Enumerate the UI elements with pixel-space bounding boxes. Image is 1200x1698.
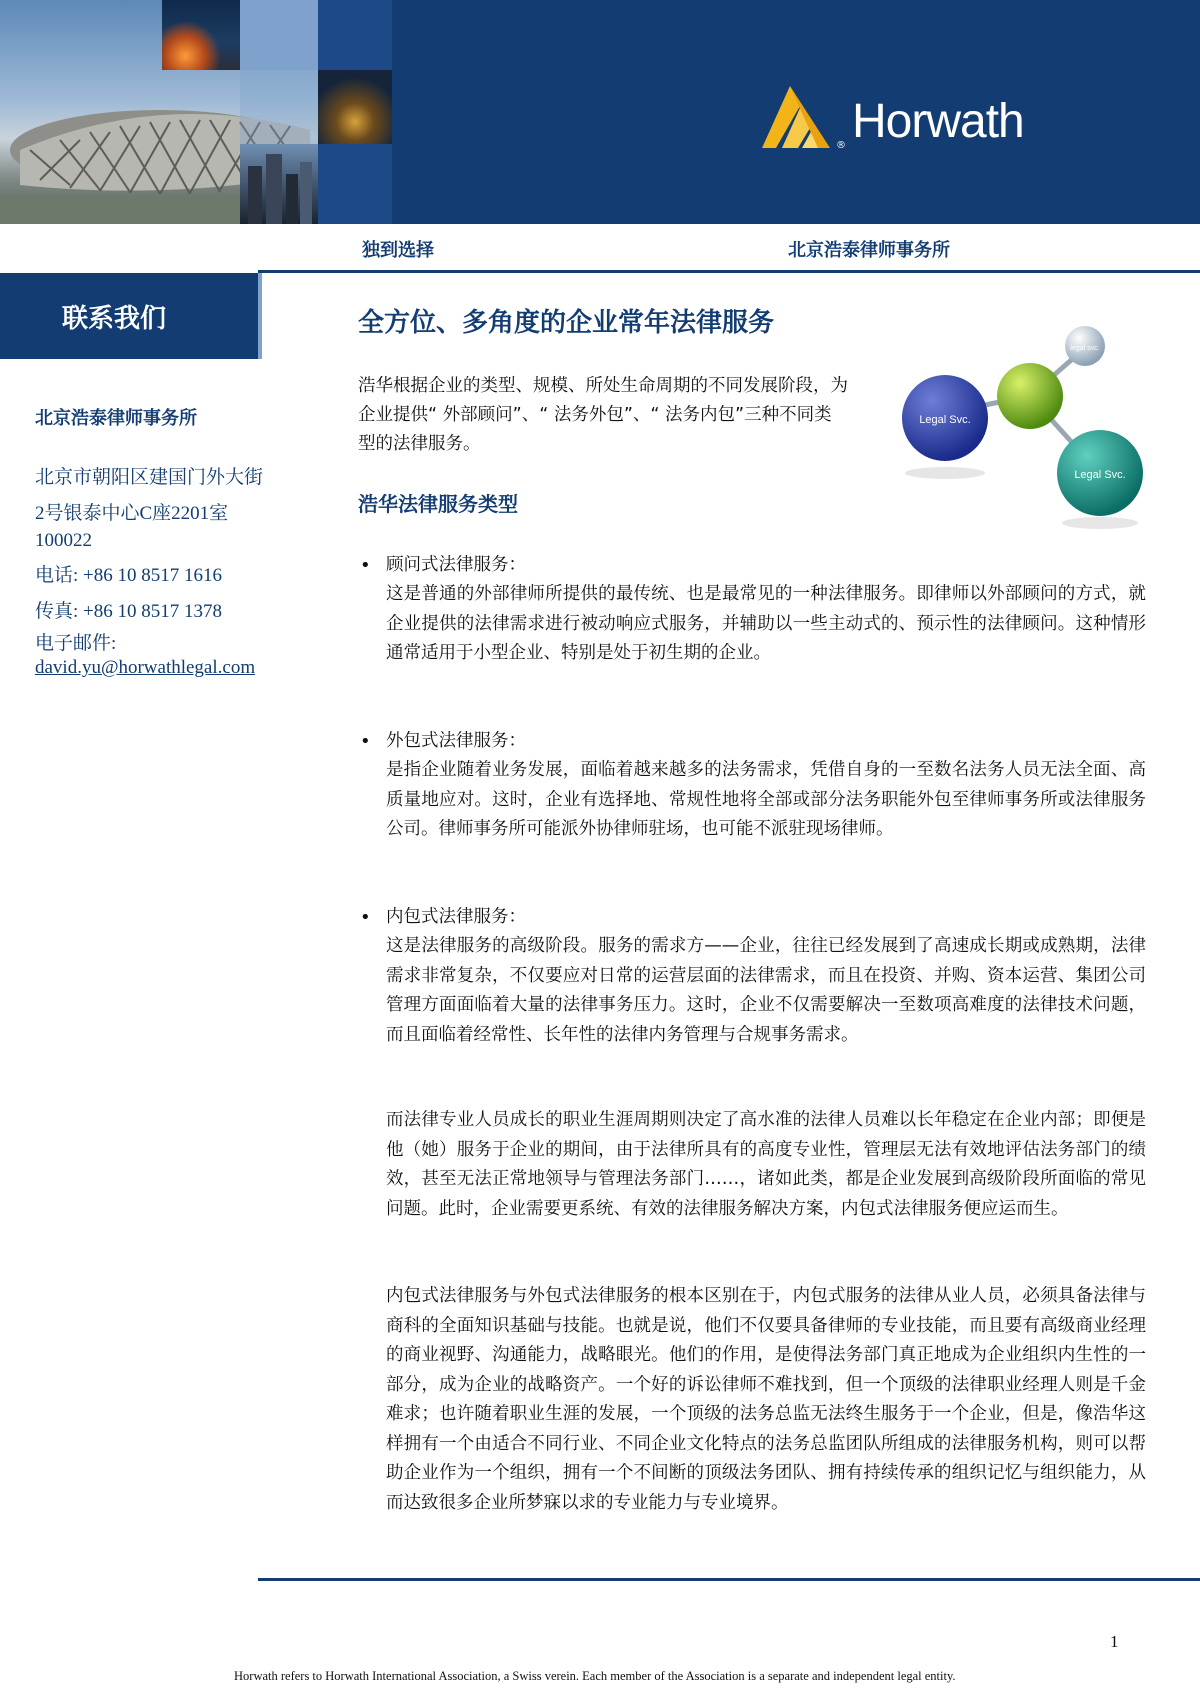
service-label-insourced: 内包式法律服务： <box>386 907 526 927</box>
graphic-label-small: legal svc. <box>1070 345 1100 352</box>
night-building-photo <box>318 70 392 144</box>
subheader-strip <box>0 224 1200 270</box>
bullet-icon: • <box>360 555 371 576</box>
city-lights-photo <box>162 0 240 70</box>
sidebar-fax: 传真: +86 10 8517 1378 <box>35 601 222 622</box>
sidebar-address-line1: 北京市朝阳区建国门外大街 <box>35 467 264 488</box>
towers-illustration <box>240 144 318 224</box>
contact-title: 联系我们 <box>62 304 167 334</box>
sidebar-email-link[interactable]: david.yu@horwathlegal.com <box>35 657 256 678</box>
page-title: 全方位、多角度的企业常年法律服务 <box>358 308 775 338</box>
section-heading: 浩华法律服务类型 <box>358 492 518 516</box>
graphic-label-right: Legal Svc. <box>1074 469 1126 481</box>
brand-name: Horwath <box>852 95 1024 148</box>
contact-box-edge <box>258 273 262 359</box>
towers-photo <box>240 144 318 224</box>
service-text: 这是法律服务的高级阶段。服务的需求方——企业，往往已经发展到了高速成长期或成熟期，法律需求非常复杂，不仅要应对日常的运营层面的法律需求，而且在投资、并购、资本运营、集团公司管理方面面临着大量的法律事务压力。这时，企业不仅需要解决一至数项高难度的法律技术问题，而且面临着经常性、长年性的法律内务管理与合规事务需求。 <box>386 936 1146 1045</box>
service-text-advisory <box>386 580 1146 669</box>
divider <box>258 1578 1200 1581</box>
registered-mark: ® <box>836 140 846 151</box>
footer-disclaimer: Horwath refers to Horwath International Association, a Swiss verein. Each member of the Association is a separate and independent legal entity. <box>234 1669 956 1683</box>
service-label-advisory: 顾问式法律服务： <box>386 555 526 575</box>
header-firm-name: 北京浩泰律师事务所 <box>788 240 950 261</box>
decor-square <box>240 70 318 144</box>
bullet-icon: • <box>360 907 371 928</box>
tagline: 独到选择 <box>362 240 434 261</box>
header-banner <box>0 0 1200 224</box>
legal-services-molecule-graphic <box>885 318 1150 533</box>
service-label-outsourced: 外包式法律服务： <box>386 731 526 751</box>
service-text: 是指企业随着业务发展，面临着越来越多的法务需求，凭借自身的一至数名法务人员无法全面、高质量地应对。这时，企业有选择地、常规性地将全部或部分法务职能外包至律师事务所或法律服务公司。律师事务所可能派外协律师驻场，也可能不派驻现场律师。 <box>386 760 1146 839</box>
paragraph-career: 而法律专业人员成长的职业生涯周期则决定了高水准的法律人员难以长年稳定在企业内部；即便是他（她）服务于企业的期间，由于法律所具有的高度专业性，管理层无法有效地评估法务部门的绩效，甚至无法正常地领导与管理法务部门……，诸如此类，都是企业发展到高级阶段所面临的常见问题。此时，企业需要更系统、有效的法律服务解决方案，内包式法律服务便应运而生。 <box>386 1110 1146 1219</box>
sidebar-postcode: 100022 <box>35 530 92 551</box>
page-number: 1 <box>1110 1632 1119 1651</box>
paragraph-difference: 内包式法律服务与外包式法律服务的根本区别在于，内包式服务的法律从业人员，必须具备法律与商科的全面知识基础与技能。也就是说，他们不仅要具备律师的专业技能，而且要有高级商业经理的商业视野、沟通能力，战略眼光。他们的作用，是使得法务部门真正地成为企业组织内生性的一部分，成为企业的战略资产。一个好的诉讼律师不难找到，但一个顶级的法律职业经理人则是千金难求；也许随着职业生涯的发展，一个顶级的法务总监无法终生服务于一个企业，但是，像浩华这样拥有一个由适合不同行业、不同企业文化特点的法务总监团队所组成的法律服务机构，则可以帮助企业作为一个组织，拥有一个不间断的顶级法务团队、拥有持续传承的组织记忆与组织能力，从而达致很多企业所梦寐以求的专业能力与专业境界。 <box>386 1286 1146 1513</box>
service-text: 这是普通的外部律师所提供的最传统、也是最常见的一种法律服务。即律师以外部顾问的方式，就企业提供的法律需求进行被动响应式服务，并辅助以一些主动式的、预示性的法律顾问。这种情形通常适用于小型企业、特别是处于初生期的企业。 <box>386 584 1146 663</box>
graphic-label-left: Legal Svc. <box>919 414 971 426</box>
bullet-icon: • <box>360 731 371 752</box>
decor-square <box>318 144 392 224</box>
decor-square <box>240 0 318 70</box>
intro-paragraph: 浩华根据企业的类型、规模、所处生命周期的不同发展阶段，为企业提供“ 外部顾问”、“ 法务外包”、“ 法务内包”三种不同类型的法律服务。 <box>358 376 848 454</box>
sidebar-firm: 北京浩泰律师事务所 <box>35 408 197 429</box>
service-text-outsourced <box>386 756 1146 845</box>
sidebar-address-line2: 2号银泰中心C座2201室 <box>35 503 229 524</box>
sidebar-email-label: 电子邮件: <box>35 633 117 654</box>
sidebar-phone: 电话: +86 10 8517 1616 <box>35 565 222 586</box>
service-text-insourced <box>386 932 1146 1050</box>
decor-square <box>318 0 392 70</box>
divider <box>258 270 1200 273</box>
